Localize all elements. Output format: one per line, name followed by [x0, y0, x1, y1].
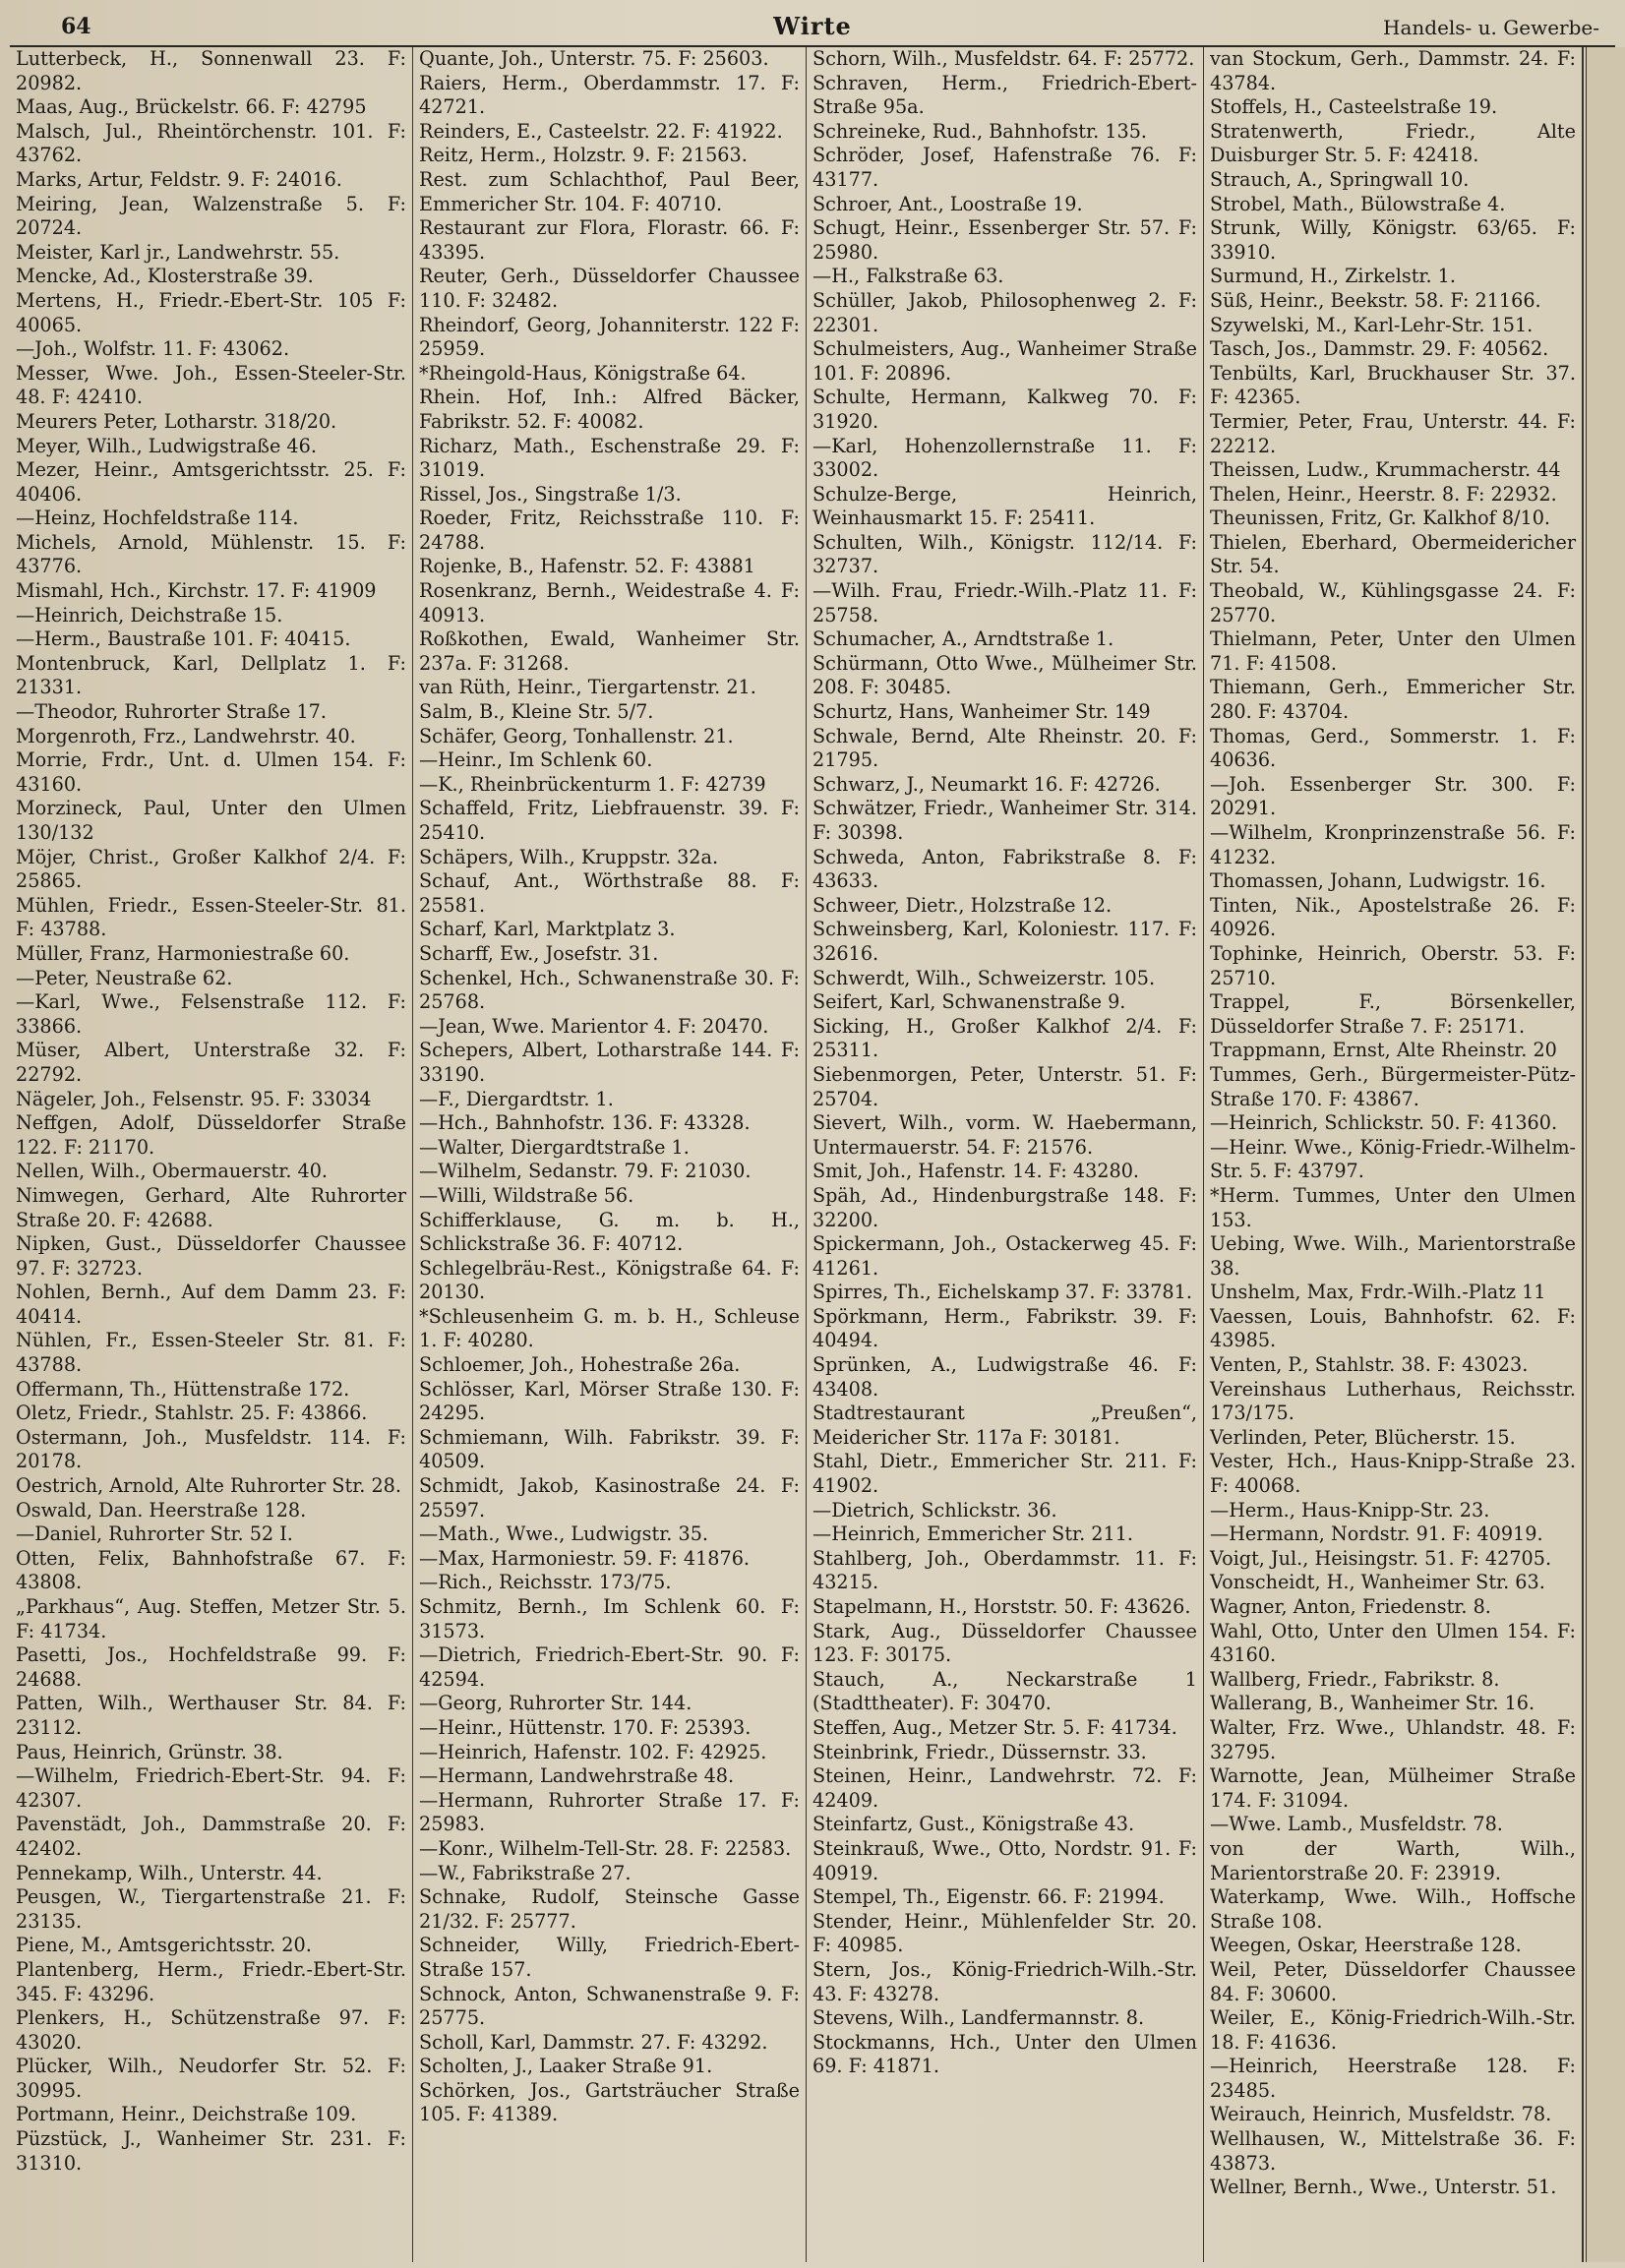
- directory-entry: Plücker, Wilh., Neudorfer Str. 52. F: 30995.: [16, 2055, 406, 2102]
- directory-entry: Schraven, Herm., Friedrich-Ebert-Straße 95a.: [812, 71, 1197, 119]
- directory-entry: Pavenstädt, Joh., Dammstraße 20. F: 42402.: [16, 1813, 406, 1860]
- directory-entry: Oletz, Friedr., Stahlstr. 25. F: 43866.: [16, 1402, 368, 1425]
- page-number: 64: [61, 14, 91, 39]
- directory-entry: Patten, Wilh., Werthauser Str. 84. F: 23112.: [16, 1692, 406, 1739]
- directory-entry: *Rheingold-Haus, Königstraße 64.: [419, 361, 747, 385]
- directory-entry: Meiring, Jean, Walzenstraße 5. F: 20724.: [16, 192, 406, 240]
- directory-entry: —W., Fabrikstraße 27.: [419, 1861, 632, 1884]
- directory-entry: Rest. zum Schlachthof, Paul Beer, Emmericher Str. 104. F: 40710.: [419, 167, 800, 215]
- directory-entry: —Wilhelm, Sedanstr. 79. F: 21030.: [419, 1160, 752, 1183]
- directory-entry: Wallberg, Friedr., Fabrikstr. 8.: [1210, 1667, 1500, 1691]
- directory-entry: Schörken, Jos., Gartsträucher Straße 105. F: 41389.: [419, 2078, 800, 2126]
- directory-entry: —Heinr., Im Schlenk 60.: [419, 748, 653, 772]
- directory-entry: Quante, Joh., Unterstr. 75. F: 25603.: [419, 47, 769, 70]
- directory-entry: Schüller, Jakob, Philosophenweg 2. F: 22301.: [812, 288, 1197, 336]
- directory-entry: Uebing, Wwe. Wilh., Marientorstraße 38.: [1210, 1232, 1576, 1280]
- directory-entry: Rheindorf, Georg, Johanniterstr. 122 F: 25959.: [419, 313, 800, 361]
- directory-entry: Nimwegen, Gerhard, Alte Ruhrorter Straße 20. F: 42688.: [16, 1183, 406, 1231]
- column-3: [807, 47, 1204, 2262]
- directory-entry: Nellen, Wilh., Obermauerstr. 40.: [16, 1160, 329, 1183]
- directory-entry: Oestrich, Arnold, Alte Ruhrorter Str. 28.: [16, 1474, 401, 1498]
- directory-entry: Thomassen, Johann, Ludwigstr. 16.: [1210, 869, 1546, 893]
- directory-entry: Schröder, Josef, Hafenstraße 76. F: 43177.: [812, 144, 1197, 191]
- directory-entry: Offermann, Th., Hüttenstraße 172.: [16, 1377, 350, 1401]
- directory-entry: Rhein. Hof, Inh.: Alfred Bäcker, Fabrikstr. 52. F: 40082.: [419, 386, 800, 433]
- directory-entry: —Dietrich, Friedrich-Ebert-Str. 90. F: 42594.: [419, 1643, 800, 1691]
- directory-entry: —Heinrich, Schlickstr. 50. F: 41360.: [1210, 1111, 1558, 1135]
- directory-entry: Scholten, J., Laaker Straße 91.: [419, 2055, 713, 2078]
- directory-entry: Montenbruck, Karl, Dellplatz 1. F: 21331.: [16, 651, 406, 699]
- directory-entry: Schäfer, Georg, Tonhallenstr. 21.: [419, 724, 734, 747]
- directory-entry: Venten, P., Stahlstr. 38. F: 43023.: [1210, 1353, 1529, 1377]
- directory-entry: Stempel, Th., Eigenstr. 66. F: 21994.: [812, 1885, 1165, 1909]
- directory-entry: Weirauch, Heinrich, Musfeldstr. 78.: [1210, 2103, 1552, 2126]
- directory-entry: —Hch., Bahnhofstr. 136. F: 43328.: [419, 1111, 751, 1135]
- directory-entry: Schurtz, Hans, Wanheimer Str. 149: [812, 700, 1151, 724]
- directory-entry: —Theodor, Ruhrorter Straße 17.: [16, 700, 327, 724]
- directory-entry: Tasch, Jos., Dammstr. 29. F: 40562.: [1210, 337, 1549, 361]
- directory-entry: Strauch, A., Springwall 10.: [1210, 167, 1470, 191]
- directory-entry: —Herm., Haus-Knipp-Str. 23.: [1210, 1498, 1490, 1522]
- directory-entry: Pennekamp, Wilh., Unterstr. 44.: [16, 1861, 323, 1884]
- directory-entry: Sicking, H., Großer Kalkhof 2/4. F: 25311.: [812, 1014, 1197, 1062]
- directory-entry: Schmiemann, Wilh. Fabrikstr. 39. F: 40509.: [419, 1425, 800, 1473]
- column-1: [10, 47, 413, 2262]
- directory-entry: —Heinz, Hochfeldstraße 114.: [16, 507, 299, 530]
- directory-entry: Roeder, Fritz, Reichsstraße 110. F: 24788.: [419, 507, 800, 554]
- directory-entry: Richarz, Math., Eschenstraße 29. F: 31019.: [419, 434, 800, 482]
- directory-entry: —Georg, Ruhrorter Str. 144.: [419, 1692, 692, 1715]
- directory-entry: „Parkhaus“, Aug. Steffen, Metzer Str. 5. F: 41734.: [16, 1595, 406, 1642]
- directory-entry: Schweer, Dietr., Holzstraße 12.: [812, 893, 1113, 917]
- directory-entry: Thielmann, Peter, Unter den Ulmen 71. F: 41508.: [1210, 627, 1576, 675]
- directory-entry: Schloemer, Joh., Hohestraße 26a.: [419, 1353, 741, 1377]
- directory-entry: —Daniel, Ruhrorter Str. 52 I.: [16, 1522, 293, 1546]
- directory-entry: Schorn, Wilh., Musfeldstr. 64. F: 25772.: [812, 47, 1195, 70]
- directory-entry: Vaessen, Louis, Bahnhofstr. 62. F: 43985.: [1210, 1304, 1576, 1352]
- directory-entry: Waterkamp, Wwe. Wilh., Hoffsche Straße 108.: [1210, 1885, 1576, 1933]
- directory-entry: —Joh., Wolfstr. 11. F: 43062.: [16, 337, 290, 361]
- directory-entry: Mencke, Ad., Klosterstraße 39.: [16, 265, 314, 288]
- directory-entry: Wellhausen, W., Mittelstraße 36. F: 43873.: [1210, 2127, 1576, 2175]
- directory-entry: Mismahl, Hch., Kirchstr. 17. F: 41909: [16, 579, 377, 603]
- directory-entry: —Heinr. Wwe., König-Friedr.-Wilhelm-Str. 5. F: 43797.: [1210, 1135, 1576, 1183]
- adjacent-page-edge: [1586, 47, 1625, 2262]
- directory-entry: Schlösser, Karl, Mörser Straße 130. F: 24295.: [419, 1377, 800, 1425]
- directory-entry: —Peter, Neustraße 62.: [16, 966, 233, 989]
- directory-entry: Termier, Peter, Frau, Unterstr. 44. F: 22212.: [1210, 409, 1576, 457]
- directory-entry: Weiler, E., König-Friedrich-Wilh.-Str. 18. F: 41636.: [1210, 2006, 1576, 2054]
- directory-entry: —Rich., Reichsstr. 173/75.: [419, 1571, 672, 1594]
- directory-entry: Schifferklause, G. m. b. H., Schlickstraße 36. F: 40712.: [419, 1208, 800, 1256]
- directory-entry: Schenkel, Hch., Schwanenstraße 30. F: 25768.: [419, 966, 800, 1014]
- directory-entry: Spickermann, Joh., Ostackerweg 45. F: 41261.: [812, 1232, 1197, 1280]
- directory-entry: Schwätzer, Friedr., Wanheimer Str. 314. F: 30398.: [812, 797, 1197, 844]
- directory-entry: Seifert, Karl, Schwanenstraße 9.: [812, 990, 1126, 1014]
- directory-entry: —Max, Harmoniestr. 59. F: 41876.: [419, 1546, 750, 1570]
- directory-entry: Müser, Albert, Unterstraße 32. F: 22792.: [16, 1039, 406, 1086]
- directory-entry: —Heinr., Hüttenstr. 170. F: 25393.: [419, 1715, 752, 1739]
- directory-entry: —Dietrich, Schlickstr. 36.: [812, 1498, 1057, 1522]
- directory-entry: Ostermann, Joh., Musfeldstr. 114. F: 20178.: [16, 1425, 406, 1473]
- directory-entry: Nohlen, Bernh., Auf dem Damm 23. F: 40414.: [16, 1281, 406, 1328]
- directory-entry: Schroer, Ant., Loostraße 19.: [812, 192, 1083, 215]
- page-header: [10, 10, 1615, 47]
- directory-entry: Stauch, A., Neckarstraße 1 (Stadttheater). F: 30470.: [812, 1667, 1197, 1715]
- directory-entry: Tummes, Gerh., Bürgermeister-Pütz-Straße 170. F: 43867.: [1210, 1062, 1576, 1110]
- directory-entry: —Herm., Baustraße 101. F: 40415.: [16, 627, 351, 651]
- directory-entry: Oswald, Dan. Heerstraße 128.: [16, 1498, 307, 1522]
- directory-entry: Unshelm, Max, Frdr.-Wilh.-Platz 11: [1210, 1281, 1546, 1304]
- directory-entry: —Wilh. Frau, Friedr.-Wilh.-Platz 11. F: 25758.: [812, 579, 1197, 627]
- directory-entry: Schürmann, Otto Wwe., Mülheimer Str. 208. F: 30485.: [812, 651, 1197, 699]
- directory-entry: Warnotte, Jean, Mülheimer Straße 174. F: 31094.: [1210, 1764, 1576, 1812]
- directory-entry: Wahl, Otto, Unter den Ulmen 154. F: 43160.: [1210, 1619, 1576, 1667]
- directory-entry: Roßkothen, Ewald, Wanheimer Str. 237a. F: 31268.: [419, 627, 800, 675]
- directory-entry: Stadtrestaurant „Preußen“, Meidericher Str. 117a F: 30181.: [812, 1402, 1197, 1449]
- directory-entry: Schmitz, Bernh., Im Schlenk 60. F: 31573.: [419, 1595, 800, 1642]
- directory-entry: Reitz, Herm., Holzstr. 9. F: 21563.: [419, 144, 748, 167]
- directory-entry: Schulten, Wilh., Königstr. 112/14. F: 32737.: [812, 530, 1197, 578]
- directory-entry: Rojenke, B., Hafenstr. 52. F: 43881: [419, 555, 755, 578]
- directory-entry: Stapelmann, H., Horststr. 50. F: 43626.: [812, 1595, 1191, 1618]
- directory-entry: —Wilhelm, Kronprinzenstraße 56. F: 41232.: [1210, 821, 1576, 868]
- directory-entry: Scharff, Ew., Josefstr. 31.: [419, 941, 659, 965]
- directory-entry: Schaffeld, Fritz, Liebfrauenstr. 39. F: 25410.: [419, 797, 800, 844]
- directory-entry: Reinders, E., Casteelstr. 22. F: 41922.: [419, 119, 783, 143]
- directory-entry: Morzineck, Paul, Unter den Ulmen 130/132: [16, 797, 406, 844]
- directory-entry: Nühlen, Fr., Essen-Steeler Str. 81. F: 43788.: [16, 1329, 406, 1377]
- directory-entry: Tinten, Nik., Apostelstraße 26. F: 40926.: [1210, 893, 1576, 941]
- directory-entry: Walter, Frz. Wwe., Uhlandstr. 48. F: 32795.: [1210, 1715, 1576, 1763]
- directory-entry: Schwerdt, Wilh., Schweizerstr. 105.: [812, 966, 1156, 989]
- directory-entry: Trappmann, Ernst, Alte Rheinstr. 20: [1210, 1039, 1557, 1062]
- directory-entry: Mezer, Heinr., Amtsgerichtsstr. 25. F: 40406.: [16, 458, 406, 506]
- directory-entry: Schweda, Anton, Fabrikstraße 8. F: 43633.: [812, 845, 1197, 893]
- directory-entry: Schnock, Anton, Schwanenstraße 9. F: 25775.: [419, 1982, 800, 2030]
- directory-entry: Mühlen, Friedr., Essen-Steeler-Str. 81. F: 43788.: [16, 893, 406, 941]
- directory-entry: Schulze-Berge, Heinrich, Weinhausmarkt 15. F: 25411.: [812, 482, 1197, 530]
- directory-entry: Stender, Heinr., Mühlenfelder Str. 20. F: 40985.: [812, 1909, 1197, 1957]
- directory-entry: Süß, Heinr., Beekstr. 58. F: 21166.: [1210, 288, 1541, 312]
- directory-entry: Sprünken, A., Ludwigstraße 46. F: 43408.: [812, 1353, 1197, 1401]
- directory-entry: Strunk, Willy, Königstr. 63/65. F: 33910.: [1210, 216, 1576, 264]
- directory-entry: Nipken, Gust., Düsseldorfer Chaussee 97. F: 32723.: [16, 1232, 406, 1280]
- directory-entry: Schmidt, Jakob, Kasinostraße 24. F: 25597.: [419, 1474, 800, 1522]
- directory-entry: Stahlberg, Joh., Oberdammstr. 11. F: 43215.: [812, 1546, 1197, 1594]
- directory-entry: Thiemann, Gerh., Emmericher Str. 280. F: 43704.: [1210, 676, 1576, 724]
- directory-entry: Schulmeisters, Aug., Wanheimer Straße 101. F: 20896.: [812, 337, 1197, 385]
- directory-entry: Meister, Karl jr., Landwehrstr. 55.: [16, 240, 340, 264]
- directory-entry: Szywelski, M., Karl-Lehr-Str. 151.: [1210, 313, 1534, 336]
- column-2: [413, 47, 807, 2262]
- directory-entry: Sievert, Wilh., vorm. W. Haebermann, Untermauerstr. 54. F: 21576.: [812, 1111, 1197, 1159]
- directory-entry: van Rüth, Heinr., Tiergartenstr. 21.: [419, 676, 756, 699]
- directory-entry: Stratenwerth, Friedr., Alte Duisburger Str. 5. F: 42418.: [1210, 119, 1576, 167]
- directory-entry: —Hermann, Nordstr. 91. F: 40919.: [1210, 1522, 1543, 1546]
- directory-entry: —Willi, Wildstraße 56.: [419, 1183, 634, 1207]
- directory-entry: Maas, Aug., Brückelstr. 66. F: 42795: [16, 95, 367, 119]
- directory-entry: Vonscheidt, H., Wanheimer Str. 63.: [1210, 1571, 1545, 1594]
- directory-entry: Nägeler, Joh., Felsenstr. 95. F: 33034: [16, 1087, 372, 1110]
- directory-entry: Stockmanns, Hch., Unter den Ulmen 69. F: 41871.: [812, 2030, 1197, 2078]
- directory-entry: Meurers Peter, Lotharstr. 318/20.: [16, 409, 337, 433]
- directory-entry: Thelen, Heinr., Heerstr. 8. F: 22932.: [1210, 482, 1557, 506]
- directory-entry: Wellner, Bernh., Wwe., Unterstr. 51.: [1210, 2176, 1557, 2199]
- directory-entry: Mertens, H., Friedr.-Ebert-Str. 105 F: 40065.: [16, 288, 406, 336]
- directory-entry: van Stockum, Gerh., Dammstr. 24. F: 43784.: [1210, 47, 1576, 94]
- directory-entry: Steinbrink, Friedr., Düssernstr. 33.: [812, 1740, 1147, 1763]
- directory-entry: —Hermann, Ruhrorter Straße 17. F: 25983.: [419, 1788, 800, 1836]
- directory-entry: —Walter, Diergardtstraße 1.: [419, 1135, 690, 1159]
- directory-entry: Wallerang, B., Wanheimer Str. 16.: [1210, 1692, 1535, 1715]
- directory-entry: Morgenroth, Frz., Landwehrstr. 40.: [16, 724, 356, 747]
- directory-entry: Steinkrauß, Wwe., Otto, Nordstr. 91. F: 40919.: [812, 1836, 1197, 1884]
- directory-entry: Trappel, F., Börsenkeller, Düsseldorfer Straße 7. F: 25171.: [1210, 990, 1576, 1038]
- directory-entry: Lutterbeck, H., Sonnenwall 23. F: 20982.: [16, 47, 406, 94]
- directory-entry: —K., Rheinbrückenturm 1. F: 42739: [419, 772, 766, 796]
- directory-entry: Plenkers, H., Schützenstraße 97. F: 43020.: [16, 2006, 406, 2054]
- directory-entry: Müller, Franz, Harmoniestraße 60.: [16, 941, 350, 965]
- directory-entry: Steffen, Aug., Metzer Str. 5. F: 41734.: [812, 1715, 1177, 1739]
- directory-entry: Otten, Felix, Bahnhofstraße 67. F: 43808.: [16, 1546, 406, 1594]
- directory-entry: Wagner, Anton, Friedenstr. 8.: [1210, 1595, 1491, 1618]
- directory-entry: Spörkmann, Herm., Fabrikstr. 39. F: 40494.: [812, 1304, 1197, 1352]
- column-4: [1204, 47, 1584, 2262]
- section-title: Handels- u. Gewerbe-: [1383, 16, 1599, 39]
- directory-entry: Restaurant zur Flora, Florastr. 66. F: 43395.: [419, 216, 800, 264]
- directory-entry: Schweinsberg, Karl, Koloniestr. 117. F: 32616.: [812, 918, 1197, 965]
- directory-entry: —Heinrich, Hafenstr. 102. F: 42925.: [419, 1740, 767, 1763]
- directory-entry: Stahl, Dietr., Emmericher Str. 211. F: 41902.: [812, 1450, 1197, 1498]
- directory-entry: Smit, Joh., Hafenstr. 14. F: 43280.: [812, 1160, 1140, 1183]
- directory-entry: Weegen, Oskar, Heerstraße 128.: [1210, 1934, 1522, 1957]
- directory-entry: Surmund, H., Zirkelstr. 1.: [1210, 265, 1456, 288]
- directory-entry: Scharf, Karl, Marktplatz 3.: [419, 918, 676, 941]
- directory-entry: Tenbülts, Karl, Bruckhauser Str. 37. F: 42365.: [1210, 361, 1576, 409]
- directory-entry: Peusgen, W., Tiergartenstraße 21. F: 23135.: [16, 1885, 406, 1933]
- directory-entry: —Math., Wwe., Ludwigstr. 35.: [419, 1522, 708, 1546]
- directory-entry: Marks, Artur, Feldstr. 9. F: 24016.: [16, 167, 342, 191]
- directory-entry: Steinfartz, Gust., Königstraße 43.: [812, 1813, 1135, 1836]
- columns-container: [10, 47, 1584, 2262]
- directory-entry: —Karl, Hohenzollernstraße 11. F: 33002.: [812, 434, 1197, 482]
- directory-entry: Plantenberg, Herm., Friedr.-Ebert-Str. 345. F: 43296.: [16, 1957, 406, 2005]
- directory-entry: Schwale, Bernd, Alte Rheinstr. 20. F: 21795.: [812, 724, 1197, 772]
- directory-entry: Strobel, Math., Bülowstraße 4.: [1210, 192, 1506, 215]
- directory-entry: Theunissen, Fritz, Gr. Kalkhof 8/10.: [1210, 507, 1551, 530]
- directory-entry: von der Warth, Wilh., Marientorstraße 20. F: 23919.: [1210, 1836, 1576, 1884]
- directory-entry: Rissel, Jos., Singstraße 1/3.: [419, 482, 682, 506]
- directory-entry: *Schleusenheim G. m. b. H., Schleuse 1. F: 40280.: [419, 1304, 800, 1352]
- directory-entry: Schugt, Heinr., Essenberger Str. 57. F: 25980.: [812, 216, 1197, 264]
- directory-entry: Rosenkranz, Bernh., Weidestraße 4. F: 40913.: [419, 579, 800, 627]
- directory-entry: Neffgen, Adolf, Düsseldorfer Straße 122. F: 21170.: [16, 1111, 406, 1159]
- directory-entry: Schäpers, Wilh., Kruppstr. 32a.: [419, 845, 719, 868]
- directory-entry: Schlegelbräu-Rest., Königstraße 64. F: 20130.: [419, 1256, 800, 1304]
- directory-entry: —Wwe. Lamb., Musfeldstr. 78.: [1210, 1813, 1503, 1836]
- page-title: Wirte: [773, 12, 852, 40]
- directory-entry: Spirres, Th., Eichelskamp 37. F: 33781.: [812, 1281, 1192, 1304]
- directory-entry: Reuter, Gerh., Düsseldorfer Chaussee 110. F: 32482.: [419, 265, 800, 312]
- directory-entry: —Joh. Essenberger Str. 300. F: 20291.: [1210, 772, 1576, 820]
- directory-entry: Steinen, Heinr., Landwehrstr. 72. F: 42409.: [812, 1764, 1197, 1812]
- directory-entry: —Heinrich, Emmericher Str. 211.: [812, 1522, 1134, 1546]
- directory-entry: Thielen, Eberhard, Obermeidericher Str. 54.: [1210, 530, 1576, 578]
- directory-entry: Schulte, Hermann, Kalkweg 70. F: 31920.: [812, 386, 1197, 433]
- directory-entry: Pasetti, Jos., Hochfeldstraße 99. F: 24688.: [16, 1643, 406, 1691]
- directory-entry: Meyer, Wilh., Ludwigstraße 46.: [16, 434, 317, 457]
- directory-entry: —Konr., Wilhelm-Tell-Str. 28. F: 22583.: [419, 1836, 792, 1860]
- directory-entry: Morrie, Frdr., Unt. d. Ulmen 154. F: 43160.: [16, 748, 406, 796]
- directory-entry: —Heinrich, Deichstraße 15.: [16, 603, 283, 627]
- directory-entry: Schnake, Rudolf, Steinsche Gasse 21/32. F: 25777.: [419, 1885, 800, 1933]
- directory-entry: Malsch, Jul., Rheintörchenstr. 101. F: 43762.: [16, 119, 406, 167]
- directory-entry: Vester, Hch., Haus-Knipp-Straße 23. F: 40068.: [1210, 1450, 1576, 1498]
- directory-entry: Messer, Wwe. Joh., Essen-Steeler-Str. 48. F: 42410.: [16, 361, 406, 409]
- directory-entry: —H., Falkstraße 63.: [812, 265, 1004, 288]
- directory-entry: —F., Diergardtstr. 1.: [419, 1087, 614, 1110]
- directory-entry: Scholl, Karl, Dammstr. 27. F: 43292.: [419, 2030, 768, 2054]
- directory-entry: Michels, Arnold, Mühlenstr. 15. F: 43776.: [16, 530, 406, 578]
- directory-entry: Tophinke, Heinrich, Oberstr. 53. F: 25710.: [1210, 941, 1576, 989]
- directory-entry: Raiers, Herm., Oberdammstr. 17. F: 42721.: [419, 71, 800, 119]
- directory-entry: —Heinrich, Heerstraße 128. F: 23485.: [1210, 2055, 1576, 2102]
- directory-entry: *Herm. Tummes, Unter den Ulmen 153.: [1210, 1183, 1576, 1231]
- directory-entry: —Karl, Wwe., Felsenstraße 112. F: 33866.: [16, 990, 406, 1038]
- directory-entry: —Hermann, Landwehrstraße 48.: [419, 1764, 735, 1788]
- directory-entry: Piene, M., Amtsgerichtsstr. 20.: [16, 1934, 312, 1957]
- directory-entry: Siebenmorgen, Peter, Unterstr. 51. F: 25704.: [812, 1062, 1197, 1110]
- directory-entry: Schwarz, J., Neumarkt 16. F: 42726.: [812, 772, 1161, 796]
- directory-entry: Schumacher, A., Arndtstraße 1.: [812, 627, 1114, 651]
- directory-entry: Schreineke, Rud., Bahnhofstr. 135.: [812, 119, 1147, 143]
- directory-entry: Schneider, Willy, Friedrich-Ebert-Straße 157.: [419, 1934, 800, 1981]
- directory-entry: Stevens, Wilh., Landfermannstr. 8.: [812, 2006, 1145, 2030]
- directory-entry: Schauf, Ant., Wörthstraße 88. F: 25581.: [419, 869, 800, 917]
- directory-entry: Salm, B., Kleine Str. 5/7.: [419, 700, 654, 724]
- directory-entry: Voigt, Jul., Heisingstr. 51. F: 42705.: [1210, 1546, 1552, 1570]
- directory-entry: Späh, Ad., Hindenburgstraße 148. F: 32200.: [812, 1183, 1197, 1231]
- directory-entry: Weil, Peter, Düsseldorfer Chaussee 84. F: 30600.: [1210, 1957, 1576, 2005]
- directory-entry: Theissen, Ludw., Krummacherstr. 44: [1210, 458, 1561, 482]
- directory-entry: Stern, Jos., König-Friedrich-Wilh.-Str. 43. F: 43278.: [812, 1957, 1197, 2005]
- directory-entry: —Jean, Wwe. Marientor 4. F: 20470.: [419, 1014, 769, 1038]
- directory-entry: Möjer, Christ., Großer Kalkhof 2/4. F: 25865.: [16, 845, 406, 893]
- directory-entry: Portmann, Heinr., Deichstraße 109.: [16, 2103, 357, 2126]
- directory-entry: —Wilhelm, Friedrich-Ebert-Str. 94. F: 42307.: [16, 1764, 406, 1812]
- directory-entry: Schepers, Albert, Lotharstraße 144. F: 33190.: [419, 1039, 800, 1086]
- directory-entry: Stark, Aug., Düsseldorfer Chaussee 123. F: 30175.: [812, 1619, 1197, 1667]
- directory-entry: Paus, Heinrich, Grünstr. 38.: [16, 1740, 283, 1763]
- directory-entry: Verlinden, Peter, Blücherstr. 15.: [1210, 1425, 1516, 1449]
- directory-entry: Theobald, W., Kühlingsgasse 24. F: 25770.: [1210, 579, 1576, 627]
- directory-entry: Thomas, Gerd., Sommerstr. 1. F: 40636.: [1210, 724, 1576, 772]
- directory-entry: Vereinshaus Lutherhaus, Reichsstr. 173/175.: [1210, 1377, 1576, 1425]
- directory-entry: Stoffels, H., Casteelstraße 19.: [1210, 95, 1498, 119]
- directory-entry: Püzstück, J., Wanheimer Str. 231. F: 31310.: [16, 2127, 406, 2175]
